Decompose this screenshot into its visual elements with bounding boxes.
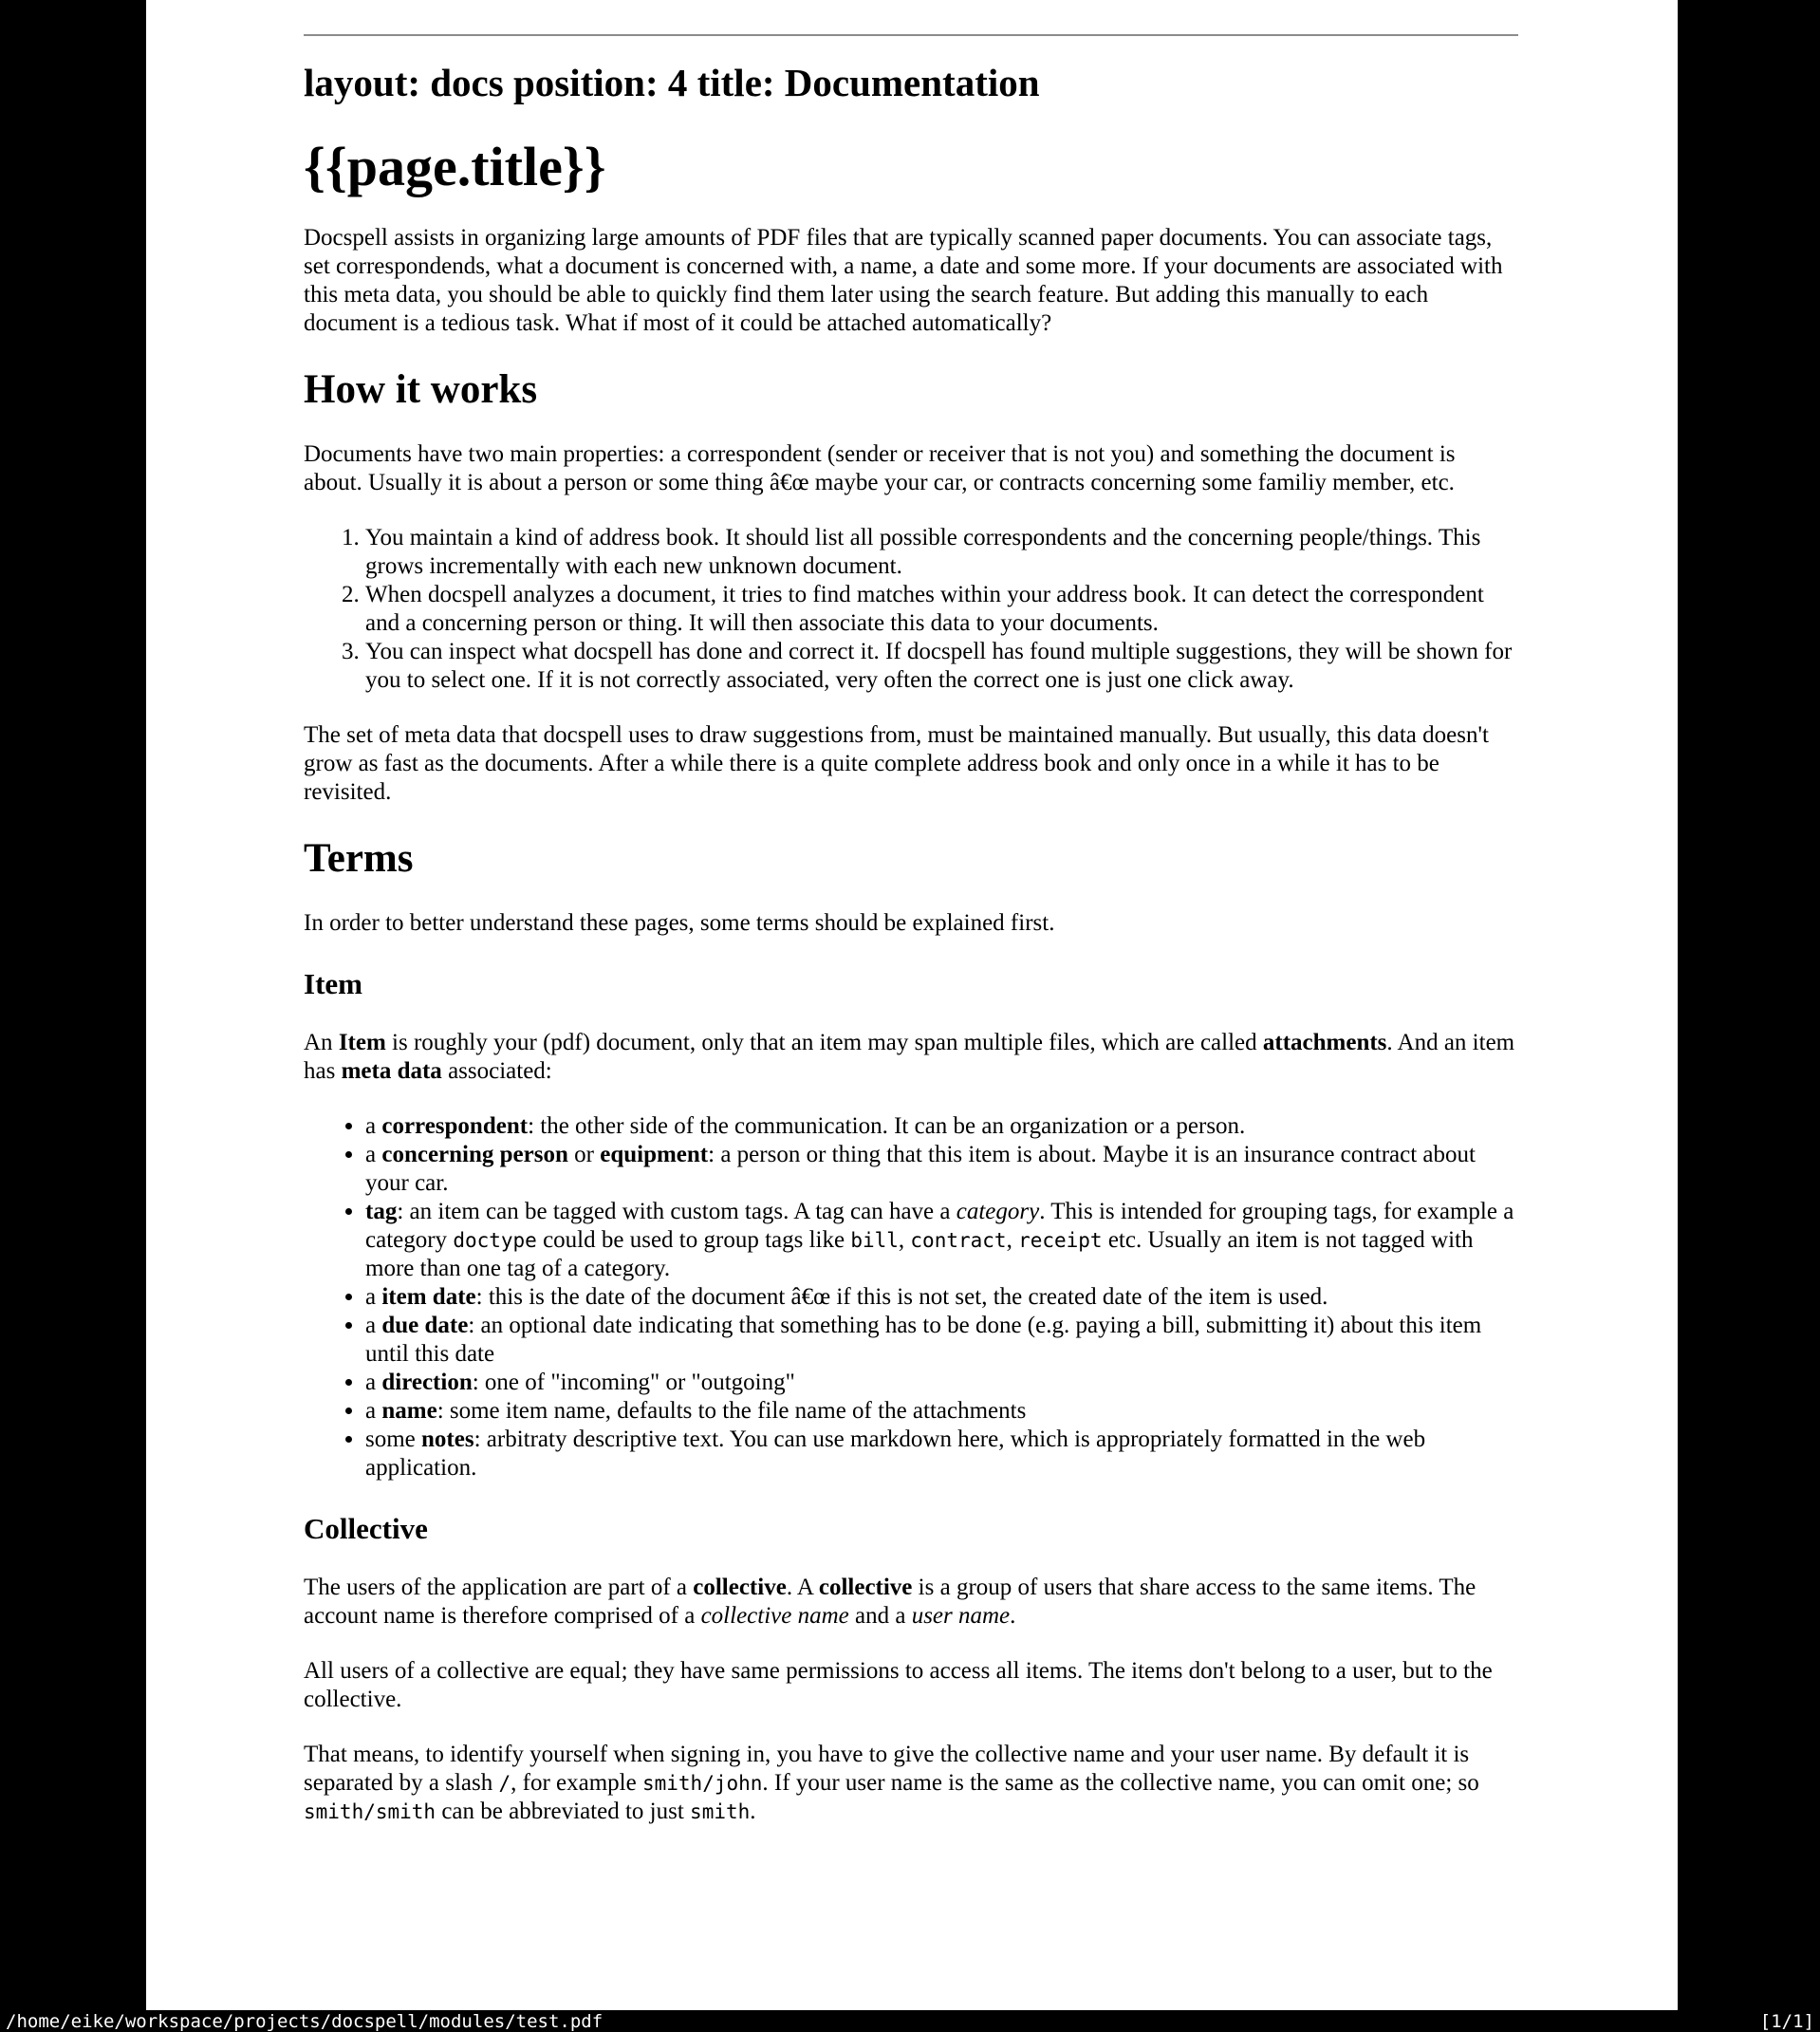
collective-paragraph: That means, to identify yourself when signing in, you have to give the collective name and your user name. By default it is separated by a slash /, for example smith/john. If your user name is the same as the collective name, you can omit one; so smith/smith can be abbreviated to just smith. — [304, 1742, 1479, 1824]
bullet-list-item: • a due date: an optional date indicating that something has to be done (e.g. paying a bill, submitting it) about this item until this date — [365, 1312, 1518, 1369]
document-content — [146, 0, 1678, 1826]
frontmatter-heading: layout: docs position: 4 title: Documentation — [304, 61, 1040, 104]
document-page — [146, 0, 1678, 2010]
how-it-works-steps-list — [304, 524, 1518, 695]
section-heading-terms: Terms — [304, 836, 414, 881]
bullet-list-item: • a item date: this is the date of the document â€œ if this is not set, the created date of the item is used. — [365, 1283, 1518, 1312]
statusbar-page-indicator: [1/1] — [1759, 2010, 1814, 2032]
bullet-list-item: • tag: an item can be tagged with custom tags. A tag can have a category. This is intended for grouping tags, for example a category doctype could be used to group tags like bill, contract, receipt etc. Usually an item is not tagged with more than one tag of a category. — [365, 1198, 1518, 1283]
statusbar-file-path: /home/eike/workspace/projects/docspell/modules/test.pdf — [6, 2010, 604, 2032]
how-it-works-intro-paragraph: Documents have two main properties: a correspondent (sender or receiver that is not you) and something the document is about. Usually it is about a person or some thing â€œ maybe your car, or contracts concerning some familiy member, etc. — [304, 441, 1456, 495]
ordered-list-item: 1. You maintain a kind of address book. It should list all possible correspondents and the concerning people/things. This grows incrementally with each new unknown document. — [365, 524, 1518, 581]
bullet-list-item: • a name: some item name, defaults to the file name of the attachments — [365, 1397, 1518, 1426]
how-it-works-outro-paragraph: The set of meta data that docspell uses to draw suggestions from, must be maintained manually. But usually, this data doesn't grow as fast as the documents. After a while there is a quite complete address book and only once in a while it has to be revisited. — [304, 722, 1489, 805]
section-heading-how-it-works: How it works — [304, 367, 538, 412]
subsection-heading-item: Item — [304, 967, 362, 1000]
terms-intro-paragraph: In order to better understand these pages, some terms should be explained first. — [304, 910, 1055, 936]
item-intro-paragraph: An Item is roughly your (pdf) document, only that an item may span multiple files, which are called attachments. And an item has meta data associated: — [304, 1030, 1515, 1084]
bullet-list-item: • a direction: one of "incoming" or "outgoing" — [365, 1369, 1518, 1397]
subsection-heading-collective: Collective — [304, 1512, 428, 1545]
page-title: {{page.title}} — [304, 136, 606, 197]
intro-paragraph: Docspell assists in organizing large amounts of PDF files that are typically scanned paper documents. You can associate tags, set correspondends, what a document is concerned with, a name, a date and some more. If your documents are associated with this meta data, you should be able to quickly find them later using the search feature. But adding this manually to each document is a tedious task. What if most of it could be attached automatically? — [304, 225, 1503, 336]
bullet-list-item: • a concerning person or equipment: a person or thing that this item is about. Maybe it is an insurance contract about your car. — [365, 1141, 1518, 1198]
ordered-list-item: 2. When docspell analyzes a document, it tries to find matches within your address book. It can detect the correspondent and a concerning person or thing. It will then associate this data to your documents. — [365, 581, 1518, 638]
collective-paragraph: The users of the application are part of a collective. A collective is a group of users that share access to the same items. The account name is therefore comprised of a collective name and a user name. — [304, 1575, 1476, 1629]
item-meta-data-list — [304, 1112, 1518, 1482]
ordered-list-item: 3. You can inspect what docspell has done and correct it. If docspell has found multiple suggestions, they will be shown for you to select one. If it is not correctly associated, very often the correct one is just one click away. — [365, 638, 1518, 695]
bullet-list-item: • some notes: arbitraty descriptive text. You can use markdown here, which is appropriately formatted in the web application. — [365, 1426, 1518, 1482]
statusbar — [0, 2010, 1820, 2032]
collective-paragraph: All users of a collective are equal; they have same permissions to access all items. The items don't belong to a user, but to the collective. — [304, 1658, 1493, 1712]
bullet-list-item: • a correspondent: the other side of the communication. It can be an organization or a person. — [365, 1112, 1518, 1141]
top-rule — [304, 34, 1518, 36]
